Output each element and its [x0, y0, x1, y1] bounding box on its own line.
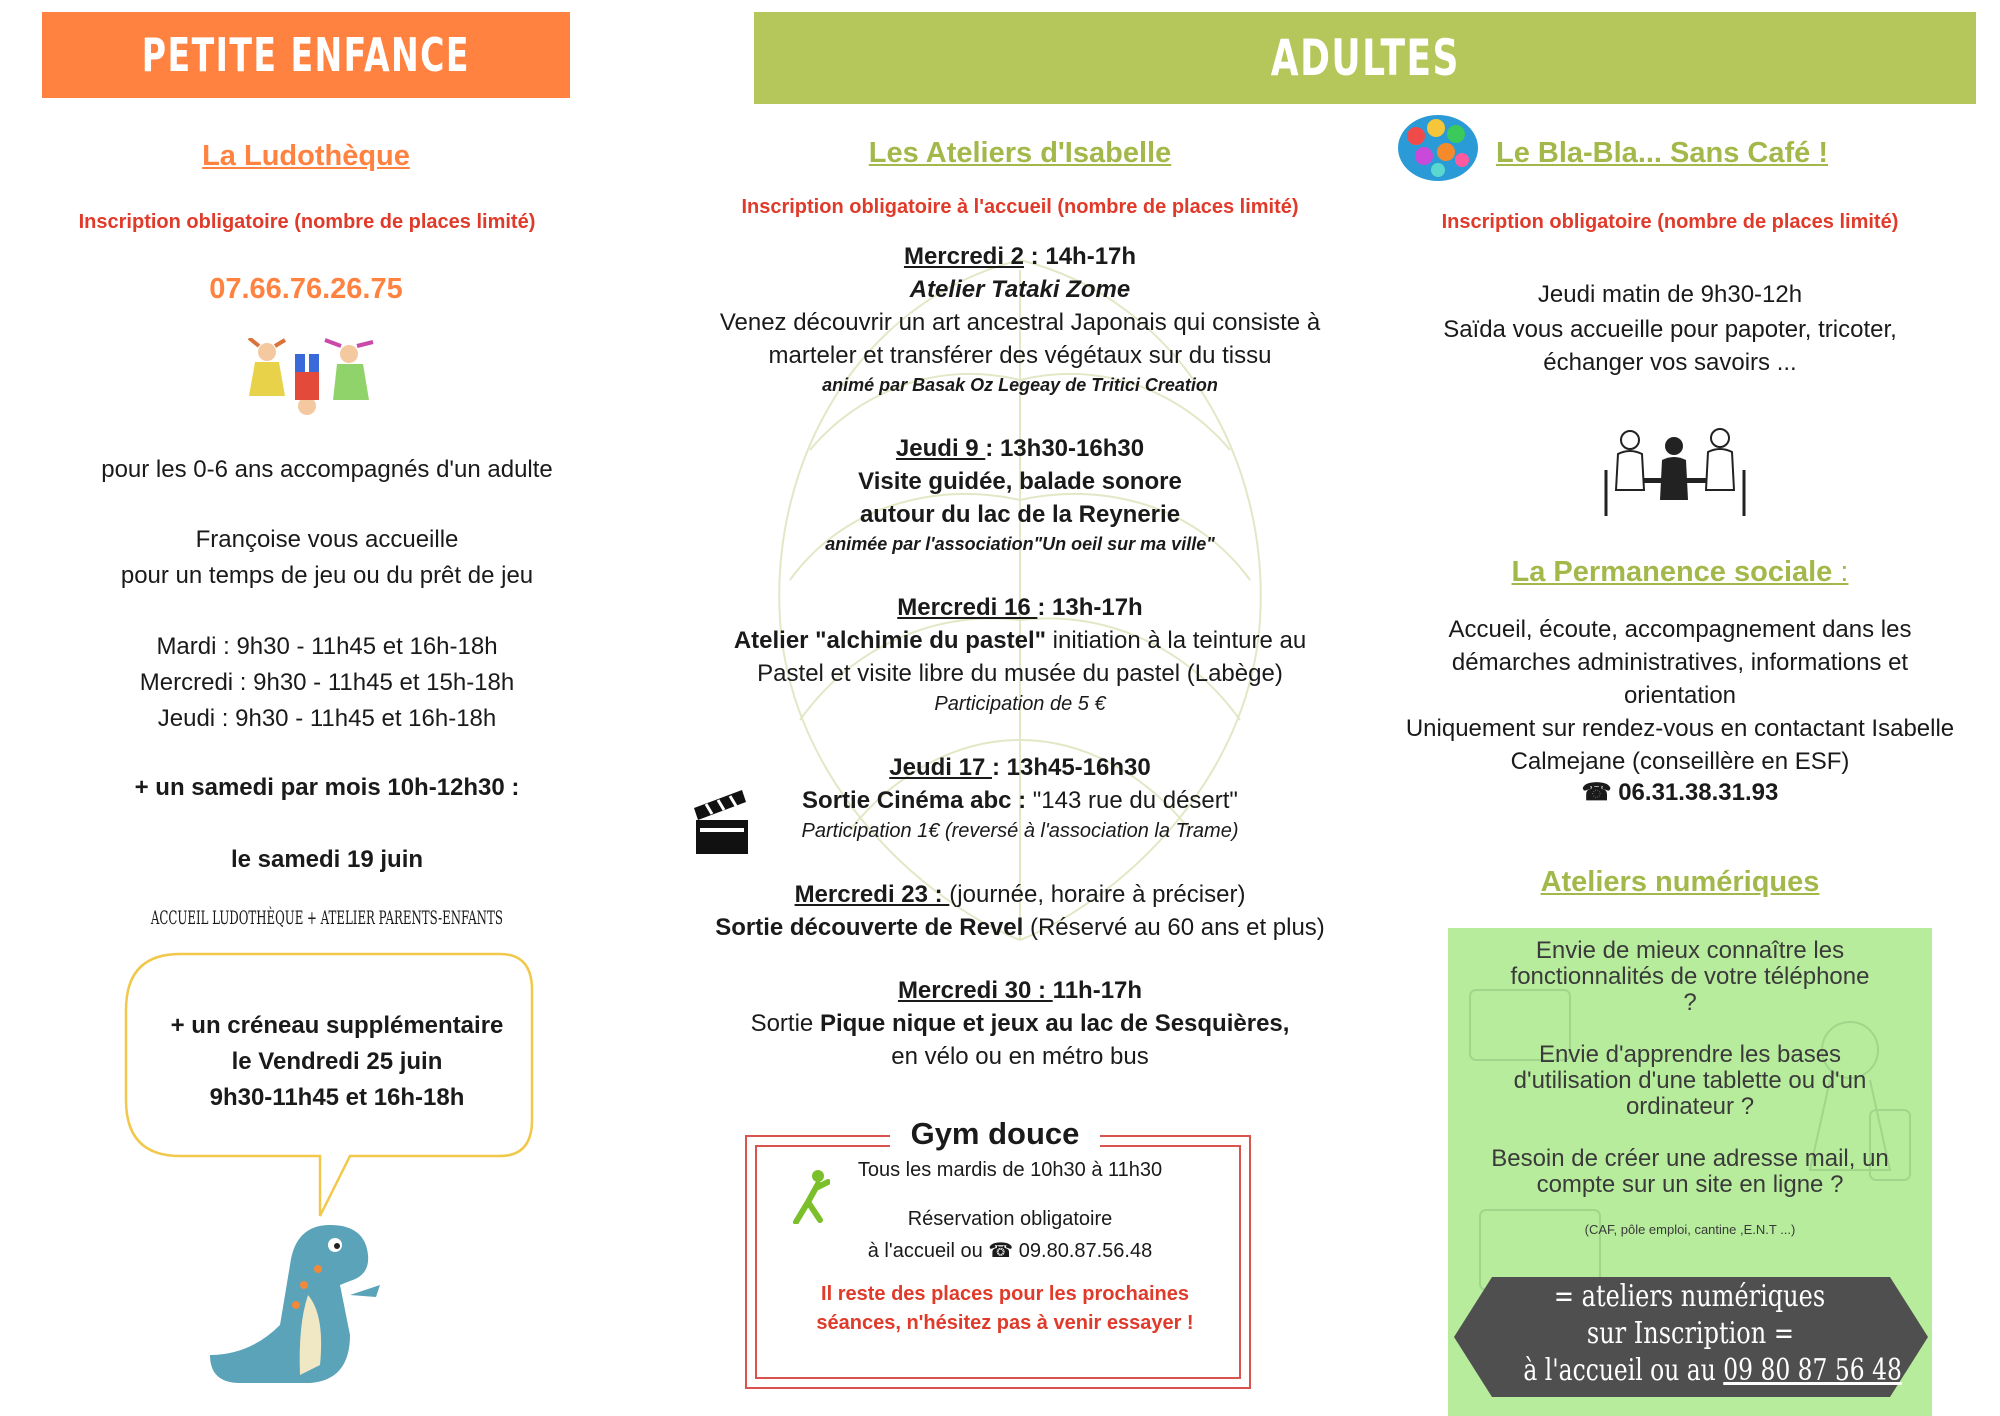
numeriques-banner-line-3: à l'accueil ou au — [1523, 1353, 1724, 1388]
petite-enfance-banner-text: PETITE ENFANCE — [141, 28, 471, 82]
bubble-line-3: 9h30-11h45 et 16h-18h — [209, 1084, 465, 1111]
dinosaur-illustration — [200, 1205, 420, 1395]
event-6-time: 11h-17h — [1052, 977, 1143, 1004]
event-4-time: : 13h45-16h30 — [991, 754, 1151, 781]
event-5-name: Sortie découverte de Revel — [715, 914, 1024, 941]
blabla-note: Inscription obligatoire (nombre de places limité) — [1441, 211, 1899, 233]
numeriques-banner-line-2: sur Inscription = — [1586, 1316, 1794, 1351]
event-1-credit: animé par Basak Oz Legeay de Tritici Creation — [822, 375, 1218, 395]
event-6-desc: en vélo ou en métro bus — [891, 1043, 1149, 1070]
ludotheque-ages: pour les 0-6 ans accompagnés d'un adulte — [101, 456, 553, 483]
event-4-film: "143 rue du désert" — [1032, 787, 1238, 814]
clapperboard-icon — [692, 786, 752, 856]
children-playing-illustration — [245, 338, 375, 428]
ateliers-isabelle-title[interactable]: Les Ateliers d'Isabelle — [868, 137, 1172, 169]
speech-bubbles-icon — [1396, 112, 1480, 184]
event-mercredi-30 — [700, 974, 1340, 1073]
event-5-date: Mercredi 23 : — [794, 881, 950, 908]
event-4-name: Sortie Cinéma abc : — [802, 787, 1033, 814]
permanence-title-suffix: : — [1832, 556, 1849, 588]
numeriques-examples: (CAF, pôle emploi, cantine ,E.N.T ...) — [1584, 1222, 1796, 1237]
petite-enfance-banner — [42, 12, 570, 98]
permanence-phone[interactable]: ☎ 06.31.38.31.93 — [1581, 779, 1779, 806]
bubble-line-1: + un créneau supplémentaire — [170, 1012, 504, 1039]
event-2-date: Jeudi 9 — [895, 435, 986, 462]
event-4-price: Participation 1€ (reversé à l'association la Trame) — [801, 820, 1239, 842]
event-2-credit: animée par l'association"Un oeil sur ma ville" — [825, 534, 1215, 554]
event-mercredi-23 — [680, 878, 1360, 944]
permanence-desc: Accueil, écoute, accompagnement dans les démarches administratives, informations et orientation — [1448, 616, 1912, 709]
permanence-appointment: Uniquement sur rendez-vous en contactant Isabelle Calmejane (conseillère en ESF) — [1405, 715, 1955, 775]
event-6-name: Pique nique et jeux au lac de Sesquières, — [819, 1010, 1290, 1037]
event-4-date: Jeudi 17 — [889, 754, 992, 781]
event-6-date: Mercredi 30 : — [897, 977, 1053, 1004]
event-1-time: : 14h-17h — [1024, 243, 1137, 270]
event-3-price: Participation de 5 € — [934, 693, 1106, 715]
numeriques-banner-line-1: = ateliers numériques — [1554, 1279, 1826, 1314]
event-mercredi-16 — [700, 591, 1340, 718]
numeriques-title[interactable]: Ateliers numériques — [1540, 866, 1820, 898]
numeriques-question-2: Envie d'apprendre les bases d'utilisation d'une tablette ou d'un ordinateur ? — [1513, 1041, 1867, 1120]
event-5-time: (journée, horaire à préciser) — [949, 881, 1246, 908]
ateliers-isabelle-note: Inscription obligatoire à l'accueil (nombre de places limité) — [741, 196, 1299, 218]
gym-note: Il reste des places pour les prochaines séances, n'hésitez pas à venir essayer ! — [816, 1283, 1194, 1334]
meeting-people-illustration — [1600, 420, 1750, 520]
ludotheque-hours — [42, 629, 612, 737]
event-jeudi-17 — [700, 751, 1340, 845]
event-3-time: : 13h-17h — [1037, 594, 1143, 621]
hours-mercredi: Mercredi : 9h30 - 11h45 et 15h-18h — [139, 669, 515, 696]
ludotheque-title[interactable]: La Ludothèque — [202, 140, 410, 172]
ludotheque-caption — [42, 907, 612, 929]
ludotheque-registration-note: Inscription obligatoire (nombre de places limité) — [78, 211, 536, 233]
gym-reservation: Réservation obligatoire — [907, 1208, 1113, 1230]
event-2-name-2: autour du lac de la Reynerie — [859, 501, 1181, 528]
bubble-line-2: le Vendredi 25 juin — [231, 1048, 443, 1075]
adultes-banner — [754, 12, 1976, 104]
hours-mardi: Mardi : 9h30 - 11h45 et 16h-18h — [156, 633, 498, 660]
ludotheque-saturday-date: le samedi 19 juin — [230, 846, 424, 873]
event-1-desc: Venez découvrir un art ancestral Japonais qui consiste à marteler et transférer des végétaux sur du tissu — [719, 309, 1321, 369]
event-1-name: Atelier Tataki Zome — [909, 276, 1131, 303]
event-jeudi-9 — [700, 432, 1340, 557]
permanence-title-text: La Permanence sociale — [1511, 556, 1833, 588]
numeriques-banner-phone[interactable]: 09 80 87 56 48 — [1723, 1353, 1902, 1388]
event-2-name: Visite guidée, balade sonore — [858, 468, 1182, 495]
event-5-desc: (Réservé au 60 ans et plus) — [1023, 914, 1325, 941]
ludotheque-saturday: + un samedi par mois 10h-12h30 : — [134, 774, 520, 801]
event-3-desc: initiation à la teinture au Pastel et visite libre du musée du pastel (Labège) — [757, 627, 1307, 687]
permanence-title[interactable] — [1400, 556, 1960, 589]
gym-title: Gym douce — [890, 1116, 1100, 1152]
event-mercredi-2 — [700, 240, 1340, 398]
ludotheque-phone[interactable]: 07.66.76.26.75 — [209, 273, 403, 305]
ludotheque-caption-text: ACCUEIL LUDOTHÈQUE + ATELIER PARENTS-ENFANTS — [150, 907, 504, 929]
ludotheque-welcome-line-2: pour un temps de jeu ou du prêt de jeu — [120, 562, 534, 589]
speech-bubble-text — [142, 1008, 532, 1116]
adultes-banner-text: ADULTES — [1270, 29, 1460, 87]
blabla-title[interactable]: Le Bla-Bla... Sans Café ! — [1496, 137, 1828, 169]
gym-schedule: Tous les mardis de 10h30 à 11h30 — [857, 1159, 1163, 1181]
numeriques-banner-text — [1470, 1278, 1910, 1389]
ludotheque-welcome — [42, 522, 612, 594]
blabla-desc: Saïda vous accueille pour papoter, tricoter, échanger vos savoirs ... — [1443, 316, 1897, 376]
event-3-name: Atelier "alchimie du pastel" — [733, 627, 1046, 654]
ludotheque-welcome-line-1: Françoise vous accueille — [195, 526, 459, 553]
event-2-time: : 13h30-16h30 — [985, 435, 1145, 462]
gym-contact[interactable]: à l'accueil ou ☎ 09.80.87.56.48 — [867, 1240, 1153, 1262]
event-1-date: Mercredi 2 — [903, 243, 1025, 270]
event-3-date: Mercredi 16 — [897, 594, 1038, 621]
event-6-prefix: Sortie — [750, 1010, 820, 1037]
numeriques-question-3: Besoin de créer une adresse mail, un compte sur un site en ligne ? — [1491, 1145, 1889, 1198]
numeriques-question-1: Envie de mieux connaître les fonctionnalités de votre téléphone ? — [1510, 937, 1870, 1016]
hours-jeudi: Jeudi : 9h30 - 11h45 et 16h-18h — [157, 705, 497, 732]
blabla-time: Jeudi matin de 9h30-12h — [1537, 281, 1803, 308]
